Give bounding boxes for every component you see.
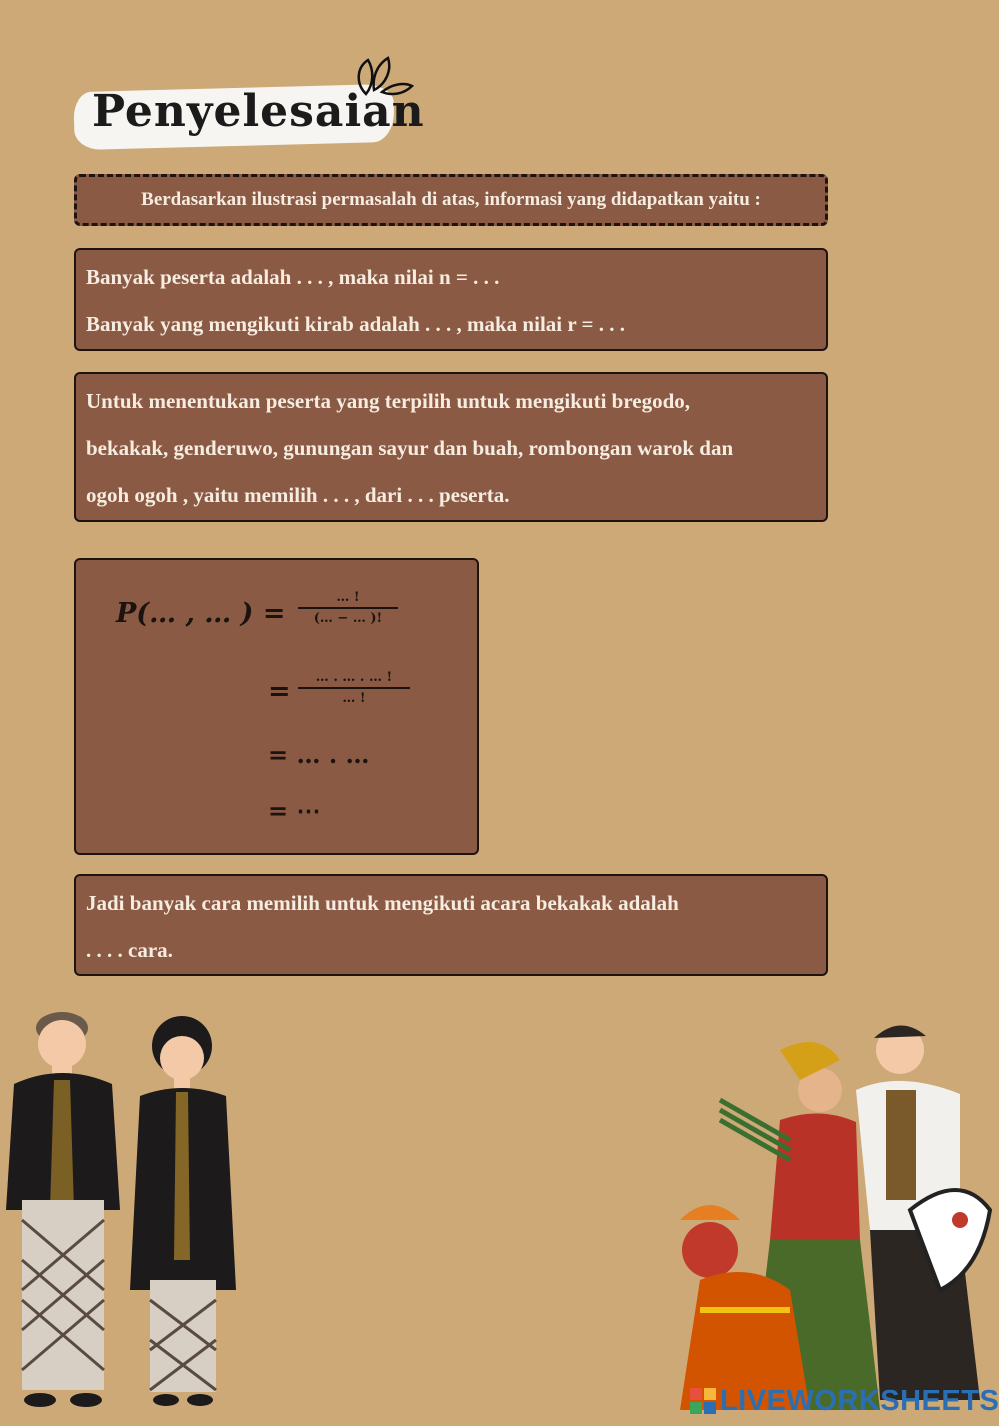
- fraction-1-numerator: … !: [336, 590, 360, 605]
- participants-line: Banyak peserta adalah . . . , maka nilai n = . . .: [86, 265, 500, 289]
- page-title: Penyelesaian: [92, 86, 425, 137]
- traditional-dancers-illustration: [660, 1010, 999, 1410]
- fraction-2-denominator: … !: [342, 690, 366, 706]
- equals-line-3: = … . …: [268, 740, 370, 769]
- watermark-text: LIVEWORKSHEETS: [720, 1385, 999, 1417]
- fraction-2-bar: [298, 687, 410, 689]
- selection-line-3: ogoh ogoh , yaitu memilih . . . , dari . . . peserta.: [86, 483, 510, 507]
- parade-line: Banyak yang mengikuti kirab adalah . . . , maka nilai r = . . .: [86, 312, 626, 336]
- equals-line-4: = ⋯: [268, 796, 321, 825]
- liveworksheets-logo-icon: [690, 1388, 716, 1414]
- conclusion-box: [74, 874, 828, 976]
- intro-box: Berdasarkan ilustrasi permasalah di atas, informasi yang didapatkan yaitu :: [74, 174, 828, 226]
- equals-sign-2: =: [268, 676, 291, 707]
- fraction-2: [298, 670, 410, 706]
- selection-box: [74, 372, 828, 522]
- conclusion-line-1: Jadi banyak cara memilih untuk mengikuti acara bekakak adalah: [86, 891, 679, 915]
- man-figure: [6, 1012, 120, 1407]
- permutation-lhs: P(… , … ) =: [116, 598, 286, 629]
- fraction-1-denominator: (… − … )!: [313, 610, 383, 626]
- javanese-couple-illustration: [0, 1000, 260, 1420]
- woman-figure: [130, 1016, 236, 1406]
- fraction-1-bar: [298, 607, 398, 609]
- selection-line-2: bekakak, genderuwo, gunungan sayur dan buah, rombongan warok dan: [86, 436, 734, 460]
- conclusion-line-2: . . . . cara.: [86, 938, 173, 962]
- info-box: [74, 248, 828, 351]
- fraction-2-numerator: … . … . … !: [315, 670, 393, 685]
- leaf-ornament-icon: [352, 54, 414, 98]
- selection-line-1: Untuk menentukan peserta yang terpilih untuk mengikuti bregodo,: [86, 389, 691, 413]
- fraction-1: [298, 590, 398, 626]
- formula-box: [74, 558, 479, 855]
